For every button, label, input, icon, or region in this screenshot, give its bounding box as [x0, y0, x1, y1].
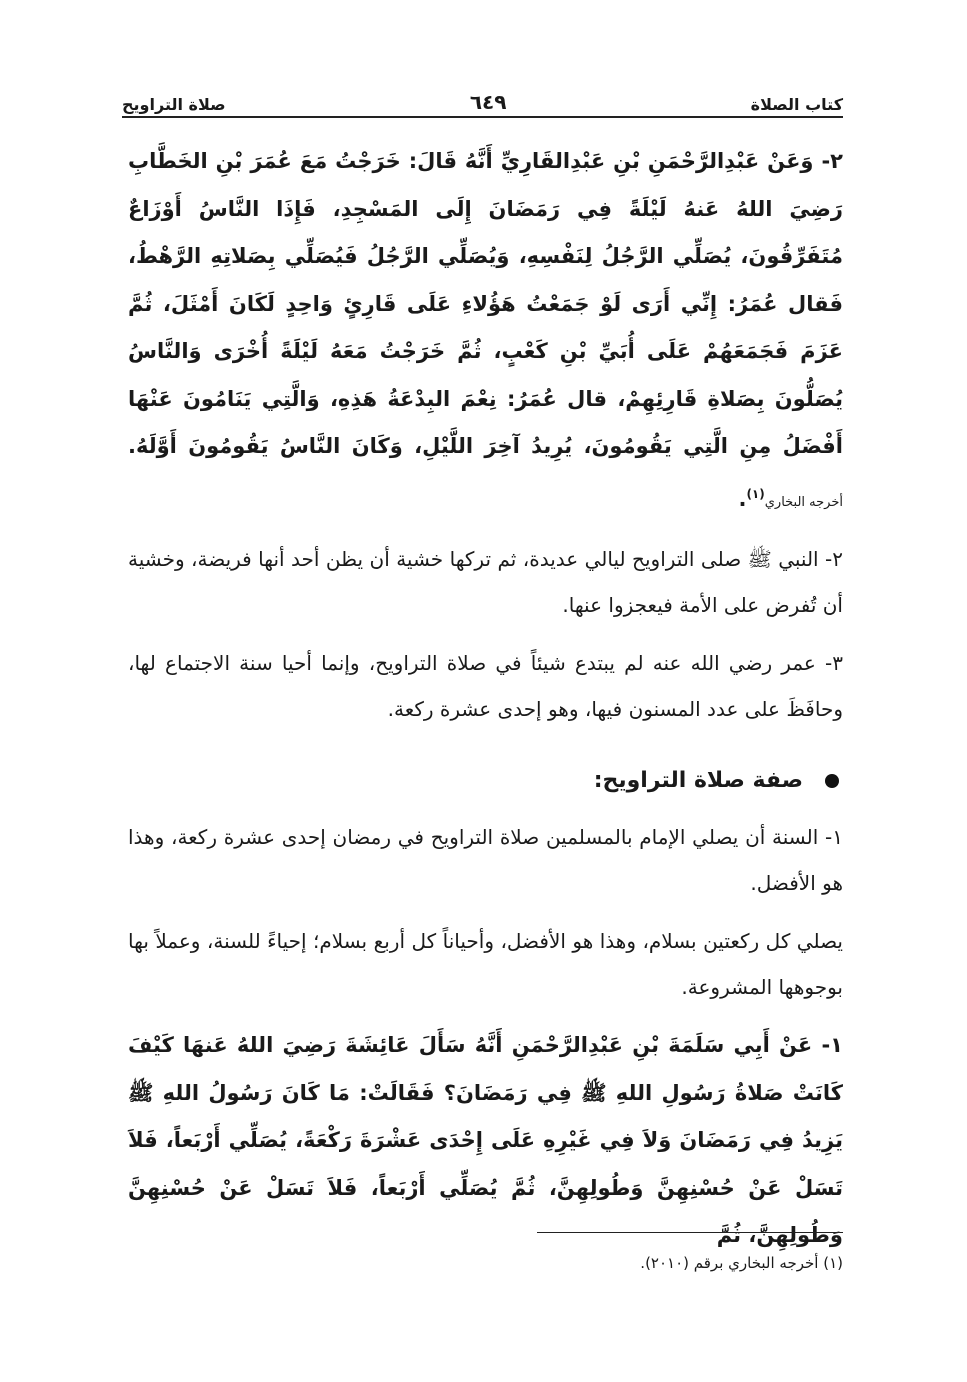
header-divider [122, 116, 843, 118]
section-heading-text: صفة صلاة التراويح: [593, 768, 803, 793]
hadith-aisha: ١- عَنْ أَبِي سَلَمَةَ بْنِ عَبْدِالرَّحْمَنِ أَنَّهُ سَأَلَ عَائِشَةَ رَضِيَ اللهُ عَنهَا كَيْفَ كَانَتْ صَلاةُ رَسُولِ اللهِ ﷺ فِي رَمَضَانَ؟ فَقَالَتْ: مَا كَانَ رَسُولُ اللهِ ﷺ يَزِيدُ فِي رَمَضَانَ وَلاَ فِي غَيْرِهِ عَلَى إِحْدَى عَشْرَةَ رَكْعَةً، يُصَلِّي أَرْبَعاً، فَلاَ تَسَلْ عَنْ حُسْنِهِنَّ وَطُولِهِنَّ، ثُمَّ يُصَلِّي أَرْبَعاً، فَلاَ تَسَلْ عَنْ حُسْنِهِنَّ وَطُولِهِنَّ، ثُمَّ [128, 1033, 843, 1247]
page-content [128, 138, 843, 1260]
hadith-reference: أخرجه البخاري [764, 494, 843, 510]
sunnah-paragraph-1: ١- السنة أن يصلي الإمام بالمسلمين صلاة التراويح في رمضان إحدى عشرة ركعة، وهذا هو الأفضل. [128, 825, 843, 895]
sunnah-paragraph-2: يصلي كل ركعتين بسلام، وهذا هو الأفضل، وأحياناً كل أربع بسلام؛ إحياءً للسنة، وعملاً بها بوجوهها المشروعة. [128, 929, 843, 999]
page-number: ٦٤٩ [469, 90, 507, 114]
page-header [122, 78, 843, 114]
hadith-end: . [738, 486, 747, 511]
point-3: ٣- عمر رضي الله عنه لم يبتدع شيئاً في صلاة التراويح، وإنما أحيا سنة الاجتماع لها، وحافَظَ على عدد المسنون فيها، وهو إحدى عشرة ركعة. [128, 651, 843, 721]
point-2: ٢- النبي ﷺ صلى التراويح ليالي عديدة، ثم تركها خشية أن يظن أحد أنها فريضة، وخشية أن تُفرض على الأمة فيعجزوا عنها. [128, 547, 843, 617]
hadith-umar-tarawih [128, 138, 843, 526]
hadith-text: ٢- وَعَنْ عَبْدِالرَّحْمَنِ بْنِ عَبْدِالقَارِيِّ أَنَّهُ قَالَ: خَرَجْتُ مَعَ عُمَرَ بْنِ الخَطَّابِ رَضِيَ اللهُ عَنهُ لَيْلَةً فِي رَمَضَانَ إِلَى المَسْجِدِ، فَإِذَا النَّاسُ أَوْزَاعٌ مُتَفَرِّقُونَ، يُصَلِّي الرَّجُلُ لِنَفْسِهِ، وَيُصَلِّي الرَّجُلُ فَيُصَلِّي بِصَلاتِهِ الرَّهْطُ، فَقال عُمَرُ: إِنِّي أَرَى لَوْ جَمَعْتُ هَؤُلاءِ عَلَى قَارِئٍ وَاحِدٍ لَكَانَ أَمْثَلَ، ثُمَّ عَزَمَ فَجَمَعَهُمْ عَلَى أُبَيِّ بْنِ كَعْبٍ، ثُمَّ خَرَجْتُ مَعَهُ لَيْلَةً أُخْرَى وَالنَّاسُ يُصَلُّونَ بِصَلاةِ قَارِئِهِمْ، قال عُمَرُ: نِعْمَ البِدْعَةُ هَذِهِ، وَالَّتِي يَنَامُونَ عَنْهَا أَفْضَلُ مِنِ الَّتِي يَقُومُونَ، يُرِيدُ آخِرَ اللَّيْلِ، وَكَانَ النَّاسُ يَقُومُونَ أَوَّلَهُ. [128, 149, 843, 458]
footnote-divider [537, 1232, 843, 1233]
chapter-title: صلاة التراويح [122, 95, 226, 114]
book-title: كتاب الصلاة [750, 95, 843, 114]
bullet-icon [825, 774, 839, 788]
footnote-marker[interactable]: (١) [746, 486, 765, 501]
section-heading [128, 758, 843, 804]
footnote: (١) أخرجه البخاري برقم (٢٠١٠). [640, 1254, 843, 1272]
